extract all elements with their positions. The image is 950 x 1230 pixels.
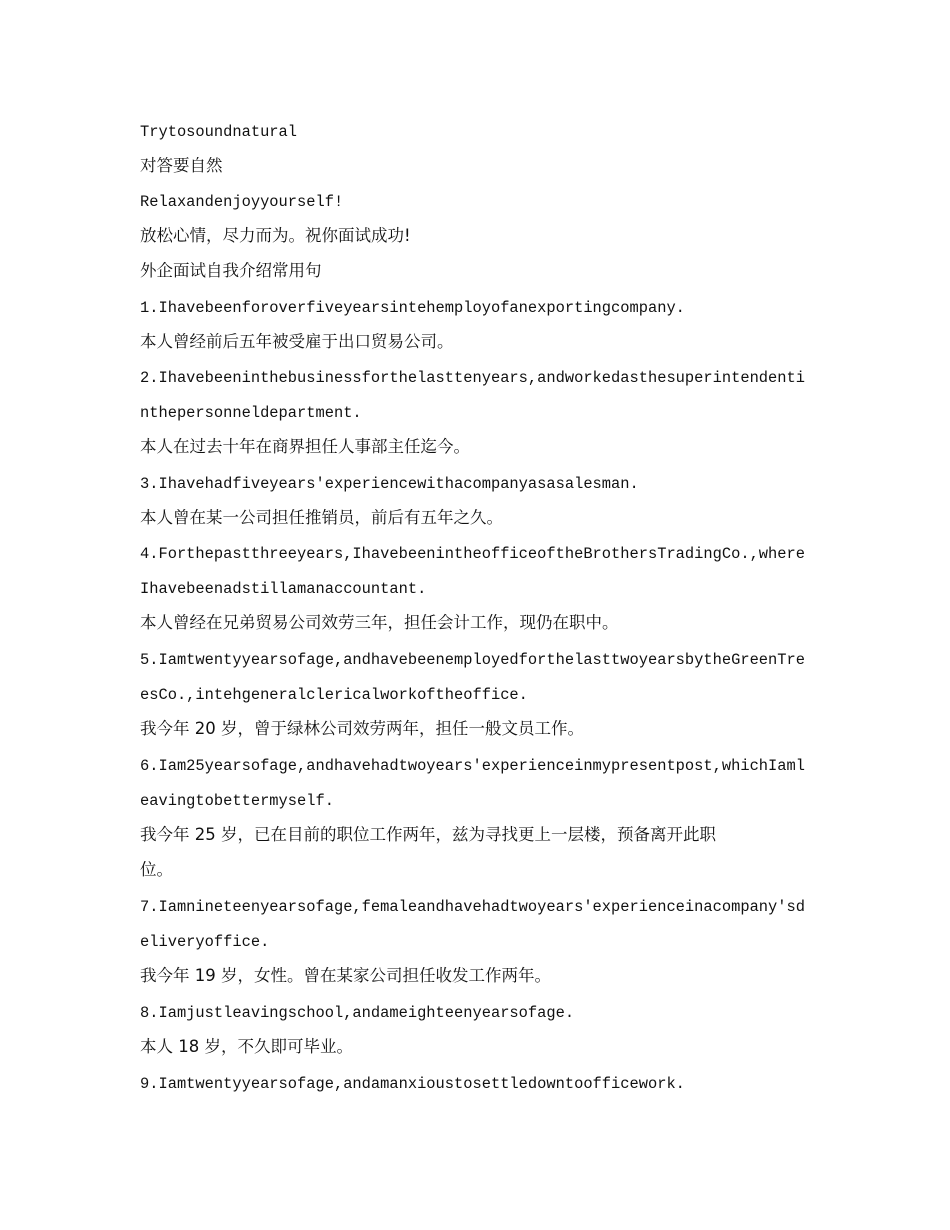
text-line-zh: 本人在过去十年在商界担任人事部主任迄今。 — [140, 437, 470, 456]
text-line-en: esCo.,intehgeneralclericalworkoftheoffice. — [140, 686, 528, 704]
text-line-zh: 本人 18 岁，不久即可毕业。 — [140, 1037, 353, 1056]
text-line-en: 6.Iam25yearsofage,andhavehadtwoyears'experienceinmypresentpost,whichIaml — [140, 757, 805, 775]
text-line-en: Trytosoundnatural — [140, 123, 298, 141]
text-line-en: 2.Ihavebeeninthebusinessforthelasttenyears,andworkedasthesuperintendenti — [140, 369, 805, 387]
text-line-en: nthepersonneldepartment. — [140, 404, 362, 422]
text-line-en: 8.Iamjustleavingschool,andameighteenyearsofage. — [140, 1004, 575, 1022]
section-heading: 外企面试自我介绍常用句 — [140, 261, 322, 280]
text-line-zh: 对答要自然 — [140, 156, 223, 175]
text-line-zh: 我今年 25 岁，已在目前的职位工作两年，兹为寻找更上一层楼，预备离开此职 — [140, 825, 716, 844]
text-line-en: Relaxandenjoyyourself! — [140, 193, 344, 211]
text-line-en: eliveryoffice. — [140, 933, 270, 951]
text-line-en: 4.Forthepastthreeyears,IhavebeenintheofficeoftheBrothersTradingCo.,where — [140, 545, 805, 563]
text-line-en: 9.Iamtwentyyearsofage,andamanxioustosettledowntoofficework. — [140, 1075, 685, 1093]
text-line-en: 5.Iamtwentyyearsofage,andhavebeenemployedforthelasttwoyearsbytheGreenTre — [140, 651, 805, 669]
text-line-zh: 本人曾在某一公司担任推销员，前后有五年之久。 — [140, 508, 503, 527]
text-line-zh: 我今年 20 岁，曾于绿林公司效劳两年，担任一般文员工作。 — [140, 719, 584, 738]
text-line-zh: 本人曾经在兄弟贸易公司效劳三年，担任会计工作，现仍在职中。 — [140, 613, 619, 632]
text-line-zh: 位。 — [140, 860, 173, 879]
text-line-en: Ihavebeenadstillamanaccountant. — [140, 580, 427, 598]
text-line-zh: 放松心情，尽力而为。祝你面试成功! — [140, 226, 411, 245]
text-line-zh: 我今年 19 岁，女性。曾在某家公司担任收发工作两年。 — [140, 966, 551, 985]
text-line-zh: 本人曾经前后五年被受雇于出口贸易公司。 — [140, 332, 454, 351]
text-line-en: 7.Iamnineteenyearsofage,femaleandhavehadtwoyears'experienceinacompany'sd — [140, 898, 805, 916]
text-line-en: 1.Ihavebeenforoverfiveyearsintehemployofanexportingcompany. — [140, 299, 685, 317]
text-line-en: eavingtobettermyself. — [140, 792, 334, 810]
text-line-en: 3.Ihavehadfiveyears'experiencewithacompanyasasalesman. — [140, 475, 639, 493]
